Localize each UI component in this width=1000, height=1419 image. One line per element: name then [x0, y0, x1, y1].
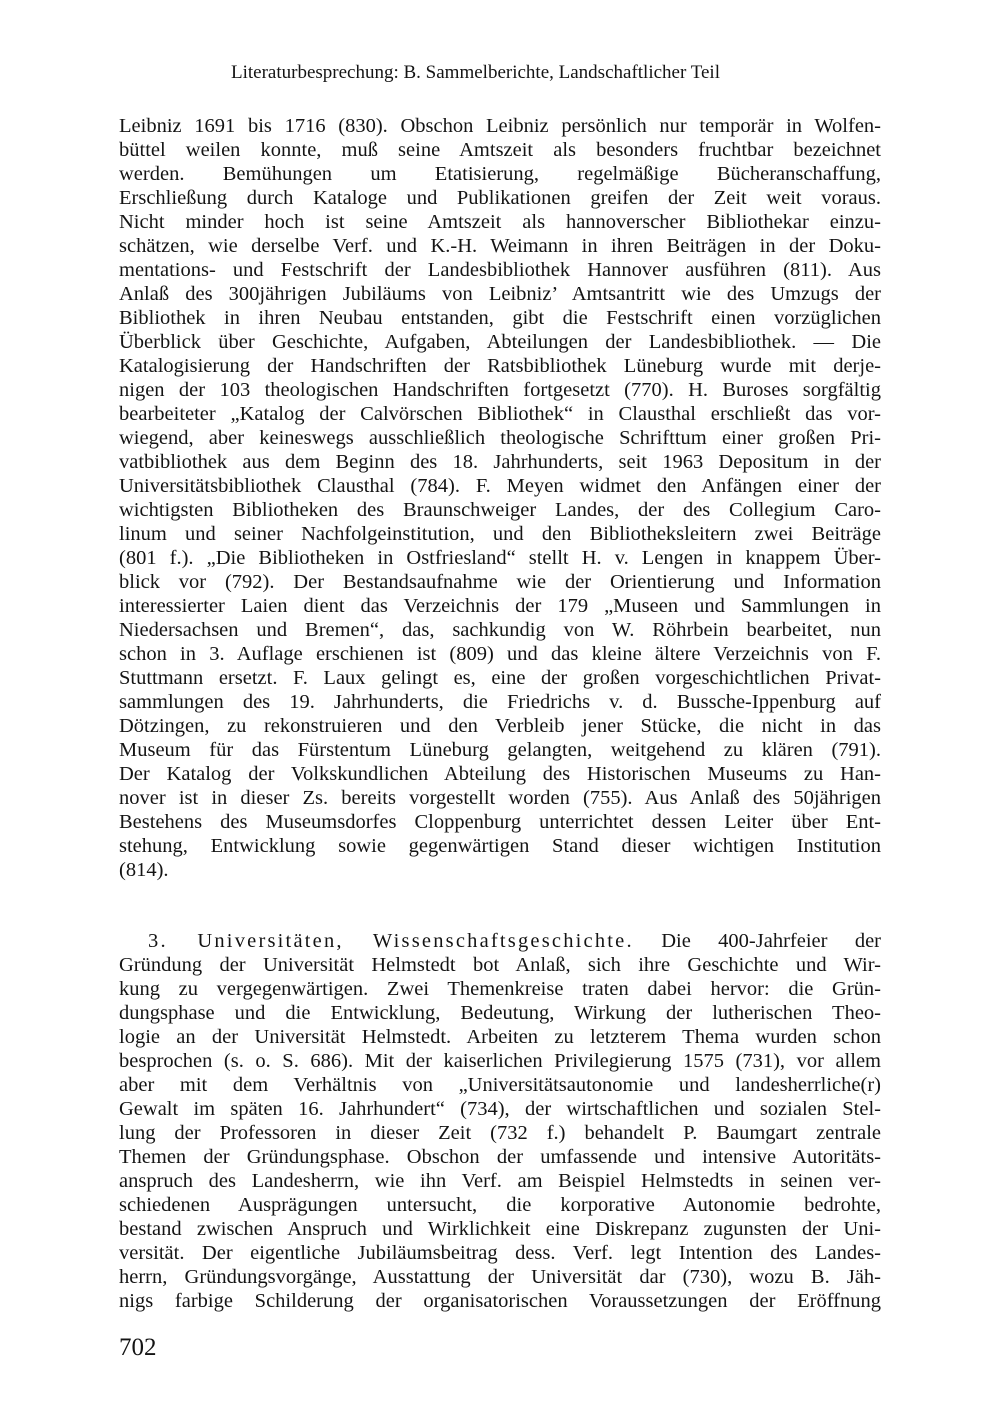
page-number: 702 [119, 1334, 157, 1361]
text-line: logie an der Universität Helmstedt. Arbeiten zu letzterem Thema wurden schon [119, 1026, 881, 1048]
text-line: vatbibliothek aus dem Beginn des 18. Jahrhunderts, seit 1963 Depositum in der [119, 451, 881, 473]
text-line: Bestehens des Museumsdorfes Cloppenburg unterrichtet dessen Leiter über Ent- [119, 811, 881, 833]
text-line: Dötzingen, zu rekonstruieren und den Verbleib jener Stücke, die nicht in das [119, 715, 881, 737]
text-line: nover ist in dieser Zs. bereits vorgestellt worden (755). Aus Anlaß des 50jährigen [119, 787, 881, 809]
text-line: Gewalt im späten 16. Jahrhundert“ (734), der wirtschaftlichen und sozialen Stel- [119, 1098, 881, 1120]
text-line: stehung, Entwicklung sowie gegenwärtigen Stand dieser wichtigen Institution [119, 835, 881, 857]
text-line: nigen der 103 theologischen Handschriften fortgesetzt (770). H. Buroses sorgfältig [119, 379, 881, 401]
text-line: Gründung der Universität Helmstedt bot Anlaß, sich ihre Geschichte und Wir- [119, 954, 881, 976]
text-line: lung der Professoren in dieser Zeit (732 f.) behandelt P. Baumgart zentrale [119, 1122, 881, 1144]
text-line: Anlaß des 300jährigen Jubiläums von Leibniz’ Amtsantritt wie des Umzugs der [119, 283, 881, 305]
text-line: Stuttmann ersetzt. F. Laux gelingt es, eine der großen vorgeschichtlichen Privat- [119, 667, 881, 689]
section-heading-line [119, 929, 881, 953]
text-line: Nicht minder hoch ist seine Amtszeit als hannoverscher Bibliothekar einzu- [119, 211, 881, 233]
text-line: (801 f.). „Die Bibliotheken in Ostfriesland“ stellt H. v. Lengen in knappem Über- [119, 547, 881, 569]
section-heading: 3. Universitäten, Wissenschaftsgeschichte. [148, 930, 634, 952]
text-line: bearbeiteter „Katalog der Calvörschen Bibliothek“ in Clausthal erschließt das vor- [119, 403, 881, 425]
text-line: schon in 3. Auflage erschienen ist (809) und das kleine ältere Verzeichnis von F. [119, 643, 881, 665]
text-line: herrn, Gründungsvorgänge, Ausstattung der Universität dar (730), wozu B. Jäh- [119, 1266, 881, 1288]
text-line: (814). [119, 859, 169, 881]
text-line: schätzen, wie derselbe Verf. und K.-H. Weimann in ihren Beiträgen in der Doku- [119, 235, 881, 257]
text-line: Erschließung durch Kataloge und Publikationen greifen der Zeit weit voraus. [119, 187, 881, 209]
text-line: schiedenen Ausprägungen untersucht, die korporative Autonomie bedrohte, [119, 1194, 881, 1216]
text-line: Themen der Gründungsphase. Obschon der umfassende und intensive Autoritäts- [119, 1146, 881, 1168]
text-line: wiegend, aber keineswegs ausschließlich theologische Schrifttum einer großen Pri- [119, 427, 881, 449]
text-line: Der Katalog der Volkskundlichen Abteilung des Historischen Museums zu Han- [119, 763, 881, 785]
text-line: kung zu vergegenwärtigen. Zwei Themenkreise traten dabei hervor: die Grün- [119, 978, 881, 1000]
text-line: büttel weilen konnte, muß seine Amtszeit als besonders fruchtbar bezeichnet [119, 139, 881, 161]
text-line: besprochen (s. o. S. 686). Mit der kaiserlichen Privilegierung 1575 (731), vor allem [119, 1050, 881, 1072]
text-line: nigs farbige Schilderung der organisatorischen Voraussetzungen der Eröffnung [119, 1290, 881, 1312]
paragraph-universities [119, 929, 881, 1313]
text-line: Katalogisierung der Handschriften der Ratsbibliothek Lüneburg wurde mit derje- [119, 355, 881, 377]
text-line: Bibliothek in ihren Neubau entstanden, gibt die Festschrift einen vorzüglichen [119, 307, 881, 329]
text-line: Museum für das Fürstentum Lüneburg gelangten, weitgehend zu klären (791). [119, 739, 881, 761]
text-line-start: Die 400-Jahrfeier der [661, 930, 881, 952]
text-line: linum und seiner Nachfolgeinstitution, und den Bibliotheksleitern zwei Beiträge [119, 523, 881, 545]
text-line: versität. Der eigentliche Jubiläumsbeitrag dess. Verf. legt Intention des Landes- [119, 1242, 881, 1264]
text-line: interessierter Laien dient das Verzeichnis der 179 „Museen und Sammlungen in [119, 595, 881, 617]
running-header: Literaturbesprechung: B. Sammelberichte, Landschaftlicher Teil [231, 62, 720, 83]
text-line: blick vor (792). Der Bestandsaufnahme wie der Orientierung und Information [119, 571, 881, 593]
text-line: Überblick über Geschichte, Aufgaben, Abteilungen der Landesbibliothek. — Die [119, 331, 881, 353]
text-line: werden. Bemühungen um Etatisierung, regelmäßige Bücheranschaffung, [119, 163, 881, 185]
text-line: wichtigsten Bibliotheken des Braunschweiger Landes, der des Collegium Caro- [119, 499, 881, 521]
text-line: sammlungen des 19. Jahrhunderts, die Friedrichs v. d. Bussche-Ippenburg auf [119, 691, 881, 713]
text-line: aber mit dem Verhältnis von „Universitätsautonomie und landesherrliche(r) [119, 1074, 881, 1096]
text-line: Leibniz 1691 bis 1716 (830). Obschon Leibniz persönlich nur temporär in Wolfen- [119, 115, 881, 137]
text-line: Niedersachsen und Bremen“, das, sachkundig von W. Röhrbein bearbeitet, nun [119, 619, 881, 641]
text-line: bestand zwischen Anspruch und Wirklichkeit eine Diskrepanz zugunsten der Uni- [119, 1218, 881, 1240]
text-line: dungsphase und die Entwicklung, Bedeutung, Wirkung der lutherischen Theo- [119, 1002, 881, 1024]
text-line: Universitätsbibliothek Clausthal (784). F. Meyen widmet den Anfängen einer der [119, 475, 881, 497]
paragraph-libraries-museums [119, 114, 881, 882]
text-line: anspruch des Landesherrn, wie ihn Verf. am Beispiel Helmstedts in seinen ver- [119, 1170, 881, 1192]
text-line: mentations- und Festschrift der Landesbibliothek Hannover ausführen (811). Aus [119, 259, 881, 281]
